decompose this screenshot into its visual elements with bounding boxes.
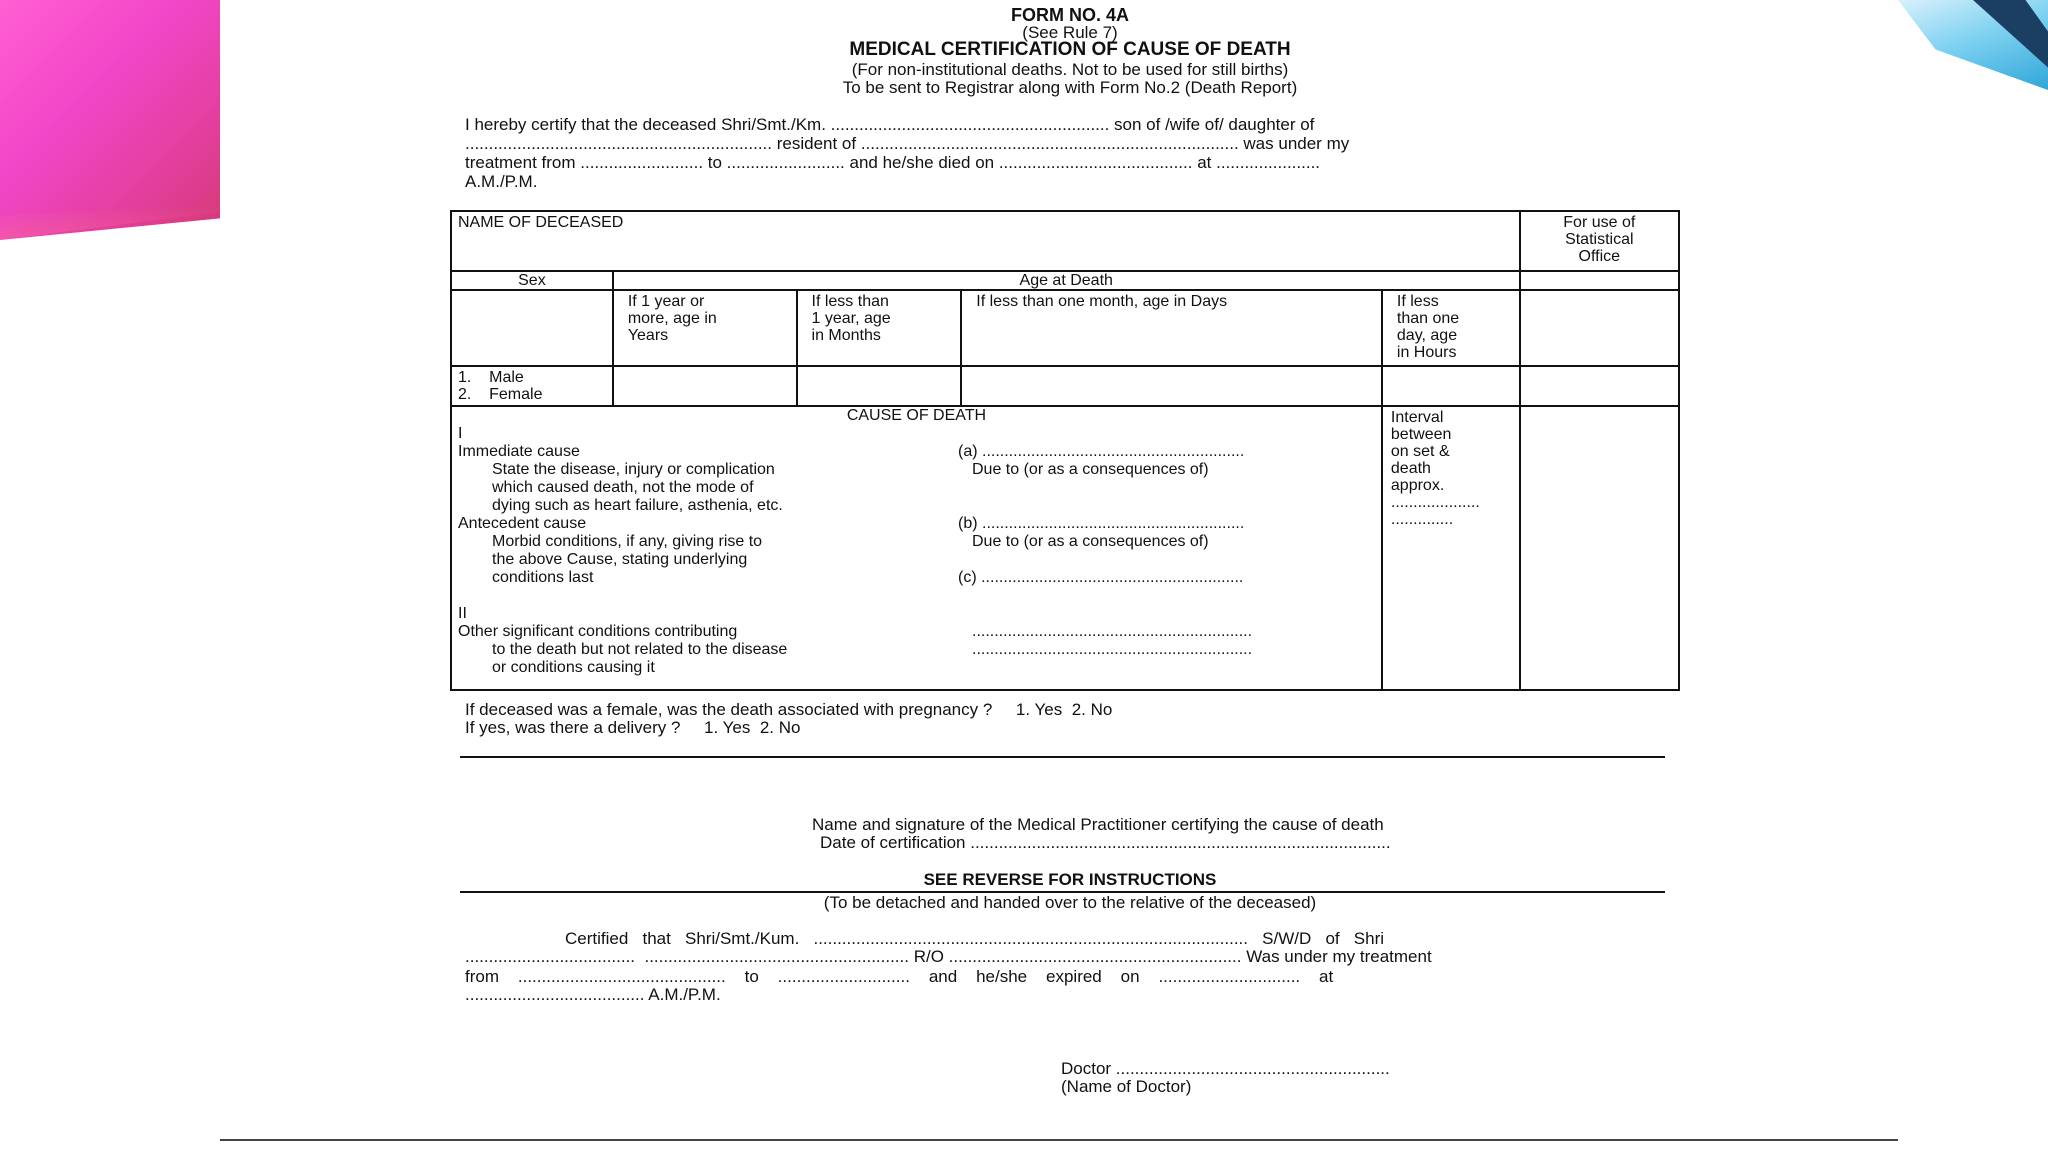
statistical-office-blank xyxy=(1520,271,1679,290)
decorative-corner-right xyxy=(1898,0,2048,90)
interval-line: on set & xyxy=(1390,443,1450,460)
age-days-value xyxy=(961,366,1382,406)
certify-line-1: I hereby certify that the deceased Shri/Smt./Km. ........................................................... son of /wife of/ daughter of xyxy=(465,115,1315,134)
statistical-office-blank xyxy=(1520,406,1679,690)
cause-right-line xyxy=(958,659,1252,677)
age-years-line: Years xyxy=(627,327,669,344)
detach-note: (To be detached and handed over to the relative of the deceased) xyxy=(823,893,1317,912)
slip-line-4: ...................................... A.M./P.M. xyxy=(465,985,721,1004)
form-rule: (See Rule 7) xyxy=(1022,23,1118,42)
cause-right-line: ............................................................... xyxy=(972,623,1253,640)
cause-of-death-header: CAUSE OF DEATH xyxy=(846,407,987,424)
age-hours-line: than one xyxy=(1396,310,1460,327)
age-days-cell xyxy=(961,290,1382,366)
age-months-cell xyxy=(797,290,962,366)
cause-right-line: (b) ........................................................... xyxy=(958,515,1245,532)
slip-line-1: Certified that Shri/Smt./Kum. ............................................................................................ S/W/D of Shri xyxy=(565,929,1385,948)
age-hours-line: day, age xyxy=(1396,327,1458,344)
decorative-corner-left xyxy=(0,0,220,240)
cause-right-line xyxy=(958,605,1252,623)
cause-left-line: the above Cause, stating underlying xyxy=(492,551,748,568)
cause-right-line xyxy=(958,425,1252,443)
cause-left-line: dying such as heart failure, asthenia, etc. xyxy=(492,497,783,514)
age-years-line: If 1 year or xyxy=(627,293,705,310)
slide-bottom-line xyxy=(220,1139,1898,1141)
cause-right-line xyxy=(958,479,1252,497)
statistical-office-blank xyxy=(1520,366,1679,406)
delivery-question: If yes, was there a delivery ? 1. Yes 2. No xyxy=(465,718,801,737)
cause-right-line: Due to (or as a consequences of) xyxy=(972,533,1209,550)
cause-left-line: II xyxy=(458,605,467,622)
interval-line: death xyxy=(1390,460,1431,477)
certify-line-4: A.M./P.M. xyxy=(465,172,538,191)
slip-line-2: .................................... ........................................................ R/O .............................................................. Was under my treatment xyxy=(465,947,1432,966)
form-title: MEDICAL CERTIFICATION OF CAUSE OF DEATH xyxy=(849,39,1291,60)
cause-left-line: Immediate cause xyxy=(458,443,580,460)
statistical-office-blank xyxy=(1520,290,1679,366)
interval-line: .................... xyxy=(1390,494,1480,511)
cause-right-line: Due to (or as a consequences of) xyxy=(972,461,1209,478)
age-months-line: in Months xyxy=(811,327,881,344)
form-number: FORM NO. 4A xyxy=(1010,5,1129,25)
cause-left-line: to the death but not related to the disease xyxy=(492,641,788,658)
age-hours-line: in Hours xyxy=(1396,344,1457,361)
age-hours-line: If less xyxy=(1396,293,1439,310)
statistical-office-line: For use of xyxy=(1563,214,1636,231)
certify-line-3: treatment from .......................... to ......................... and he/she died on ......................................... at ...................... xyxy=(465,153,1321,172)
cause-left-line: Antecedent cause xyxy=(458,515,587,532)
sex-header: Sex xyxy=(451,271,613,290)
cause-left-line: Other significant conditions contributing xyxy=(458,623,738,640)
see-reverse-heading: SEE REVERSE FOR INSTRUCTIONS xyxy=(923,870,1217,889)
interval-line: between xyxy=(1390,426,1452,443)
doctor-name: (Name of Doctor) xyxy=(1061,1077,1192,1096)
cause-left-line: or conditions causing it xyxy=(492,659,655,676)
cause-of-death-cell xyxy=(451,406,1382,690)
age-months-value xyxy=(797,366,962,406)
cause-right-line xyxy=(958,551,1252,569)
age-at-death-header: Age at Death xyxy=(613,271,1520,290)
cause-right-line: (c) ........................................................... xyxy=(958,569,1244,586)
cause-left-line: conditions last xyxy=(492,569,594,586)
sex-options-cell xyxy=(451,366,613,406)
age-months-line: 1 year, age xyxy=(811,310,891,327)
form-subtitle-2: To be sent to Registrar along with Form No.2 (Death Report) xyxy=(842,78,1298,97)
age-years-value xyxy=(613,366,797,406)
cause-left-line: Morbid conditions, if any, giving rise to xyxy=(492,533,763,550)
cause-right-line xyxy=(958,587,1252,605)
cause-left-line: which caused death, not the mode of xyxy=(492,479,754,496)
age-hours-cell xyxy=(1382,290,1520,366)
cause-left-line xyxy=(458,587,958,605)
age-days-label: If less than one month, age in Days xyxy=(976,293,1228,310)
statistical-office-line: Statistical xyxy=(1565,231,1634,248)
name-of-deceased-cell xyxy=(451,211,1520,271)
name-of-deceased-label: NAME OF DECEASED xyxy=(458,214,624,231)
deceased-details-table xyxy=(450,210,1680,691)
cause-right-line xyxy=(958,497,1252,515)
divider xyxy=(460,756,1665,758)
cause-right-column xyxy=(958,425,1252,677)
interval-line: .............. xyxy=(1390,511,1454,528)
interval-line: approx. xyxy=(1390,477,1445,494)
age-years-cell xyxy=(613,290,797,366)
age-months-line: If less than xyxy=(811,293,889,310)
cause-left-column xyxy=(458,425,958,677)
sex-option-male: 1. Male xyxy=(458,369,524,386)
interval-cell xyxy=(1382,406,1520,690)
sex-option-female: 2. Female xyxy=(458,386,543,403)
pregnancy-question: If deceased was a female, was the death associated with pregnancy ? 1. Yes 2. No xyxy=(465,700,1113,719)
certify-line-2: ................................................................. resident of ................................................................................ was under my xyxy=(465,134,1350,153)
doctor-signature: Doctor .......................................................... xyxy=(1061,1059,1390,1078)
statistical-office-line: Office xyxy=(1578,248,1621,265)
slip-line-3: from ............................................ to ............................ and he/she expired on .............................. at xyxy=(465,967,1334,986)
age-hours-value xyxy=(1382,366,1520,406)
cause-right-line: ............................................................... xyxy=(972,641,1253,658)
statistical-office-cell xyxy=(1520,211,1679,271)
form-subtitle-1: (For non-institutional deaths. Not to be used for still births) xyxy=(851,60,1289,79)
certification-date: Date of certification ......................................................................................... xyxy=(820,833,1391,852)
cause-left-line: State the disease, injury or complication xyxy=(492,461,775,478)
interval-line: Interval xyxy=(1390,409,1444,426)
sex-blank xyxy=(451,290,613,366)
cause-right-line: (a) ........................................................... xyxy=(958,443,1245,460)
signature-line: Name and signature of the Medical Practitioner certifying the cause of death xyxy=(812,815,1384,834)
cause-of-death-body xyxy=(458,425,1375,677)
cause-left-line: I xyxy=(458,425,463,442)
death-certificate-form xyxy=(450,0,1690,1140)
age-years-line: more, age in xyxy=(627,310,717,327)
